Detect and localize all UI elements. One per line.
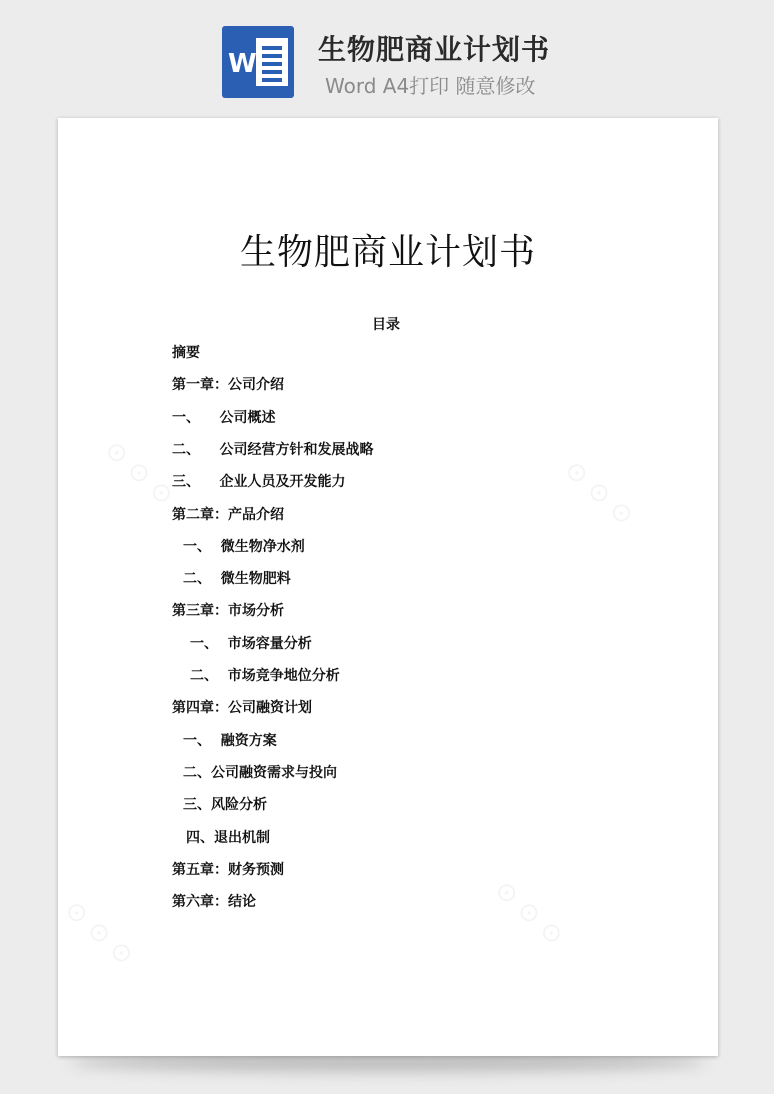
watermark: [558, 454, 639, 531]
watermark: [58, 894, 139, 971]
toc-item: 二、公司融资需求与投向: [183, 765, 337, 781]
toc-chapter-4: 第四章：公司融资计划: [172, 700, 312, 716]
toc-item: 三、风险分析: [183, 797, 267, 813]
toc-item: 二、 微生物肥料: [183, 571, 291, 587]
banner-title: 生物肥商业计划书: [318, 33, 551, 66]
document-page: [58, 118, 718, 1056]
toc-item: 三、 企业人员及开发能力: [172, 474, 346, 490]
toc-item: 一、 融资方案: [183, 733, 277, 749]
toc-item: 一、 市场容量分析: [190, 636, 312, 652]
toc-heading: 目录: [372, 317, 400, 333]
watermark: [488, 874, 569, 951]
toc-item: 二、 市场竞争地位分析: [190, 668, 340, 684]
toc-item: 一、 微生物净水剂: [183, 539, 305, 555]
toc-chapter-3: 第三章：市场分析: [172, 603, 284, 619]
word-icon-letter: W: [228, 49, 257, 79]
toc-chapter-6: 第六章：结论: [172, 894, 256, 910]
toc-chapter-1: 第一章：公司介绍: [172, 377, 284, 393]
toc-item: 一、 公司概述: [172, 410, 276, 426]
banner-subtitle: Word A4打印 随意修改: [325, 74, 536, 98]
toc-item: 二、 公司经营方针和发展战略: [172, 442, 374, 458]
document-title: 生物肥商业计划书: [239, 232, 536, 273]
toc-item-summary: 摘要: [172, 345, 200, 361]
toc-item: 四、退出机制: [186, 830, 270, 846]
toc-chapter-5: 第五章：财务预测: [172, 862, 284, 878]
toc-chapter-2: 第二章：产品介绍: [172, 507, 284, 523]
header-banner: [0, 0, 774, 110]
word-document-icon: [222, 26, 294, 98]
watermark: [98, 434, 179, 511]
